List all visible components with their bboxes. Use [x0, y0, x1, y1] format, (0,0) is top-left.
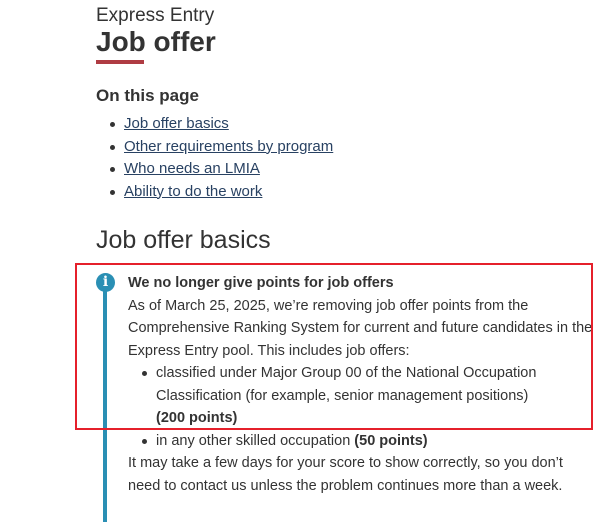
- info-icon: i: [96, 273, 115, 292]
- list-item-points: (200 points): [156, 410, 238, 426]
- toc-item: [96, 158, 333, 181]
- highlight-box: [75, 263, 593, 430]
- toc-list: [96, 113, 333, 203]
- title-underline: [96, 60, 144, 64]
- list-item-points: (50 points): [354, 432, 428, 449]
- alert-intro: As of March 25, 2025, we’re removing job offer points from the Comprehensive Ranking System for current and future candidates in the Express Entry pool. This includes job offers:: [128, 297, 593, 359]
- toc-link-who-needs-lmia[interactable]: Who needs an LMIA: [124, 160, 260, 177]
- alert-heading: We no longer give points for job offers: [128, 275, 394, 291]
- toc-item: [96, 181, 333, 204]
- alert-footer: It may take a few days for your score to show correctly, so you don’t need to contact us unless the problem continues more than a week.: [128, 455, 563, 494]
- toc-link-job-offer-basics[interactable]: Job offer basics: [124, 115, 229, 132]
- toc-item: [96, 136, 333, 159]
- toc-heading: On this page: [96, 86, 199, 105]
- list-item-text: in any other skilled occupation: [156, 432, 351, 449]
- section-title: Job offer basics: [96, 226, 271, 254]
- page-kicker: Express Entry: [96, 5, 215, 26]
- page-title: Job offer: [96, 26, 216, 57]
- toc-item: [96, 113, 333, 136]
- toc-link-ability-to-do-work[interactable]: Ability to do the work: [124, 182, 263, 200]
- toc-link-other-requirements[interactable]: Other requirements by program: [124, 137, 334, 155]
- list-item-text: classified under Major Group 00 of the National Occupation Classification (for example, senior management positions): [156, 365, 537, 404]
- list-item: [128, 430, 598, 453]
